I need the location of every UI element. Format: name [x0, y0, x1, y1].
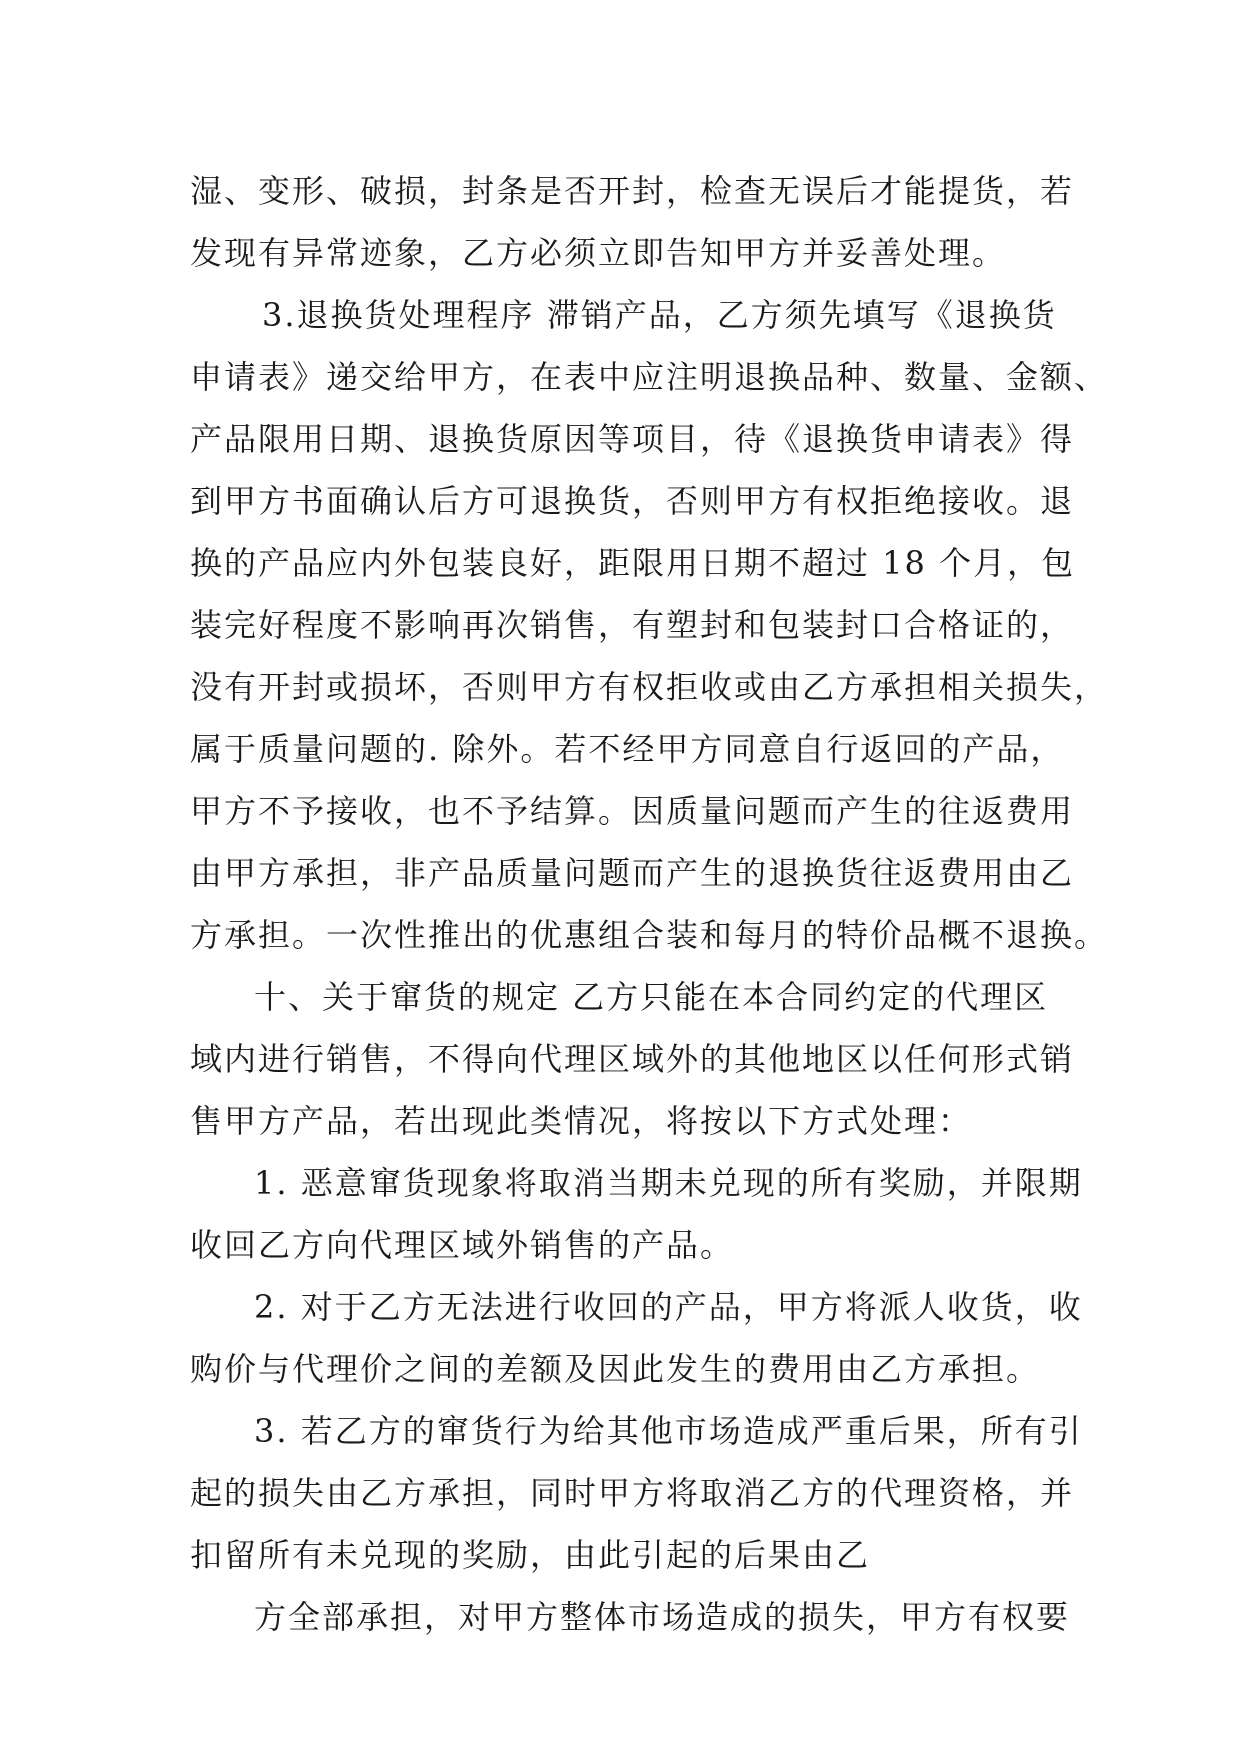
text-line: 购价与代理价之间的差额及因此发生的费用由乙方承担。 [190, 1350, 1041, 1388]
text-line: 起的损失由乙方承担，同时甲方将取消乙方的代理资格，并 [190, 1474, 1075, 1512]
text-line: 到甲方书面确认后方可退换货，否则甲方有权拒绝接收。退 [190, 482, 1075, 520]
text-line: 3. 若乙方的窜货行为给其他市场造成严重后果，所有引 [254, 1412, 1083, 1450]
text-line: 十、关于窜货的规定 乙方只能在本合同约定的代理区 [254, 978, 1049, 1016]
text-line: 2. 对于乙方无法进行收回的产品，甲方将派人收货，收 [254, 1288, 1083, 1326]
text-line: 收回乙方向代理区域外销售的产品。 [190, 1226, 735, 1264]
text-line: 甲方不予接收，也不予结算。因质量问题而产生的往返费用 [190, 792, 1075, 830]
text-line: 湿、变形、破损，封条是否开封，检查无误后才能提货，若 [190, 172, 1075, 210]
text-line: 属于质量问题的. 除外。若不经甲方同意自行返回的产品， [190, 730, 1065, 768]
contract-body-text [190, 160, 1109, 1648]
text-line: 发现有异常迹象，乙方必须立即告知甲方并妥善处理。 [190, 234, 1007, 272]
text-line: 扣留所有未兑现的奖励，由此引起的后果由乙 [190, 1536, 871, 1574]
text-line: 方全部承担，对甲方整体市场造成的损失，甲方有权要 [254, 1598, 1071, 1636]
text-line: 3.退换货处理程序 滞销产品，乙方须先填写《退换货 [262, 296, 1057, 334]
text-line: 域内进行销售，不得向代理区域外的其他地区以任何形式销 [190, 1040, 1075, 1078]
text-line: 方承担。一次性推出的优惠组合装和每月的特价品概不退换。 [190, 916, 1109, 954]
text-line: 装完好程度不影响再次销售，有塑封和包装封口合格证的， [190, 606, 1075, 644]
text-line: 没有开封或损坏，否则甲方有权拒收或由乙方承担相关损失， [190, 668, 1109, 706]
text-line: 产品限用日期、退换货原因等项目，待《退换货申请表》得 [190, 420, 1075, 458]
text-line: 由甲方承担，非产品质量问题而产生的退换货往返费用由乙 [190, 854, 1075, 892]
text-line: 换的产品应内外包装良好，距限用日期不超过 18 个月，包 [190, 544, 1076, 582]
text-line: 售甲方产品，若出现此类情况，将按以下方式处理： [190, 1102, 973, 1140]
text-line: 1. 恶意窜货现象将取消当期未兑现的所有奖励，并限期 [254, 1164, 1083, 1202]
text-line: 申请表》递交给甲方，在表中应注明退换品种、数量、金额、 [190, 358, 1109, 396]
